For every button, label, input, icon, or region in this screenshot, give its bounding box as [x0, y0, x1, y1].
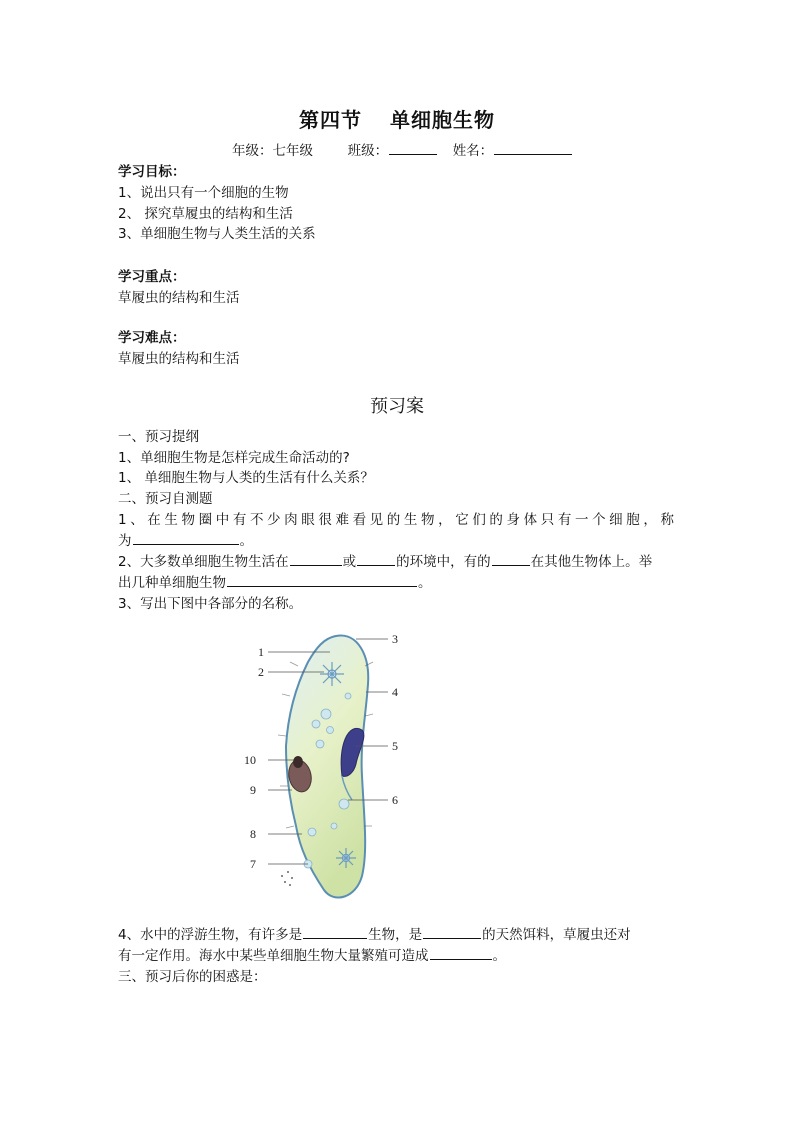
test-question-1-line2: 为 。: [118, 533, 253, 549]
label-4: 4: [392, 685, 398, 699]
goal-item: 3、单细胞生物与人类生活的关系: [118, 226, 316, 242]
key-points-text: 草履虫的结构和生活: [118, 290, 240, 306]
label-3: 3: [392, 632, 398, 646]
contractile-vacuole-top: [320, 662, 344, 686]
test-question-4-line1: 4、水中的浮游生物，有许多是 生物，是 的天然饵料，草履虫还对: [118, 927, 631, 943]
answer-blank[interactable]: [303, 926, 367, 939]
page-title: 第四节 单细胞生物: [299, 108, 495, 132]
class-blank[interactable]: [389, 142, 437, 155]
test-question-1-line1: 1、在生物圈中有不少肉眼很难看见的生物，它们的身体只有一个细胞，称: [118, 512, 674, 528]
label-5: 5: [392, 739, 398, 753]
answer-blank[interactable]: [290, 553, 342, 566]
label-7: 7: [250, 857, 256, 871]
anal-pore-dots: [281, 871, 293, 886]
goal-item: 1、说出只有一个细胞的生物: [118, 185, 289, 201]
outline-question: 1、单细胞生物是怎样完成生命活动的?: [118, 450, 350, 466]
goals-heading: 学习目标：: [118, 164, 186, 180]
label-1: 1: [258, 645, 264, 659]
label-2: 2: [258, 665, 264, 679]
micronucleus: [293, 756, 303, 768]
label-8: 8: [250, 827, 256, 841]
label-10: 10: [244, 753, 256, 767]
label-9: 9: [250, 783, 256, 797]
answer-blank[interactable]: [423, 926, 481, 939]
paramecium-diagram: [238, 626, 414, 906]
answer-blank[interactable]: [492, 553, 530, 566]
class-label: 班级：: [347, 143, 389, 159]
student-info: [232, 139, 573, 159]
outline-question: 1、 单细胞生物与人类的生活有什么关系？: [118, 470, 374, 486]
answer-blank[interactable]: [133, 532, 239, 545]
section-2-heading: 二、预习自测题: [118, 491, 213, 507]
difficult-points-heading: 学习难点：: [118, 330, 186, 346]
test-question-4-line2: 有一定作用。海水中某些单细胞生物大量繁殖可造成 。: [118, 948, 506, 964]
answer-blank[interactable]: [357, 553, 395, 566]
label-6: 6: [392, 793, 398, 807]
answer-blank[interactable]: [430, 947, 492, 960]
test-question-2-line1: 2、大多数单细胞生物生活在 或 的环境中，有的 在其他生物体上。举: [118, 554, 653, 570]
test-question-3: 3、写出下图中各部分的名称。: [118, 596, 303, 612]
preview-heading: 预习案: [370, 396, 424, 417]
difficult-points-text: 草履虫的结构和生活: [118, 351, 240, 367]
key-points-heading: 学习重点：: [118, 269, 186, 285]
contractile-vacuole-bottom: [336, 848, 356, 868]
test-question-2-line2: 出几种单细胞生物 。: [118, 575, 432, 591]
name-blank[interactable]: [494, 142, 572, 155]
answer-blank[interactable]: [227, 574, 417, 587]
grade-label: 年级：七年级: [232, 143, 313, 159]
section-1-heading: 一、预习提纲: [118, 429, 199, 445]
name-label: 姓名：: [452, 143, 494, 159]
section-3-heading: 三、预习后你的困惑是：: [118, 969, 267, 985]
goal-item: 2、 探究草履虫的结构和生活: [118, 206, 293, 222]
